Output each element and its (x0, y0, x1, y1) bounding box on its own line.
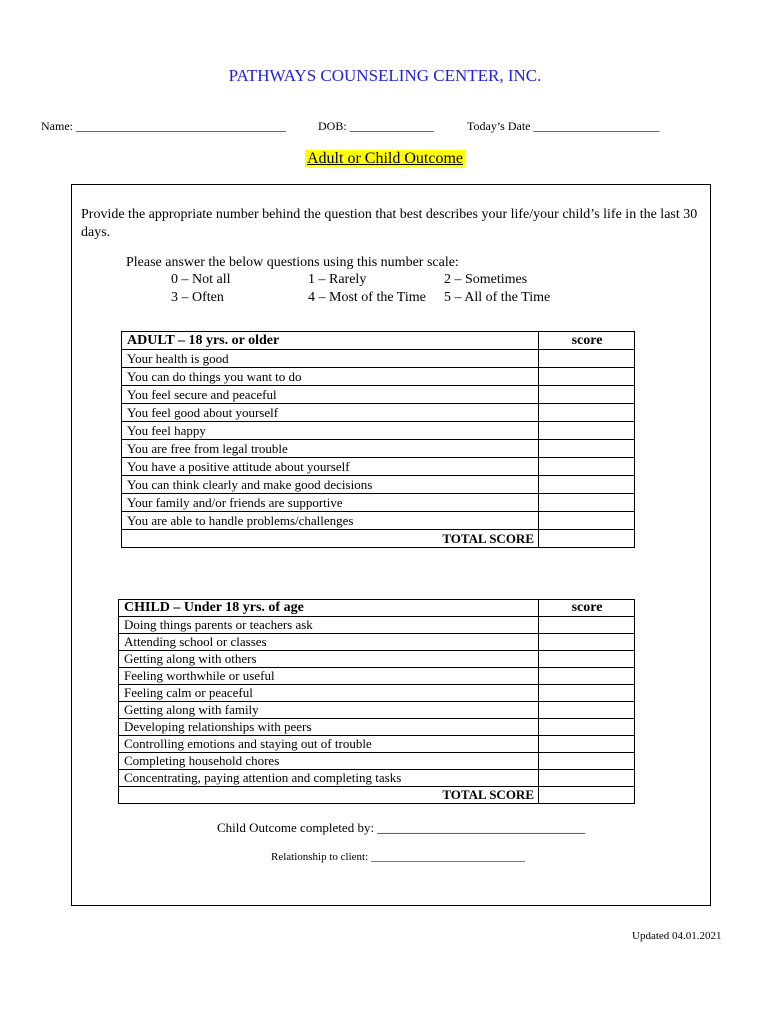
adult-question: You can think clearly and make good decisions (122, 476, 539, 494)
scale-prompt: Please answer the below questions using this number scale: (126, 255, 459, 270)
name-field[interactable]: Name: ___________________________________ (41, 119, 286, 133)
dob-field[interactable]: DOB: ______________ (318, 119, 434, 133)
child-score-cell[interactable] (539, 634, 635, 651)
child-question: Getting along with others (119, 651, 539, 668)
org-title: PATHWAYS COUNSELING CENTER, INC. (228, 66, 542, 85)
adult-question: You have a positive attitude about yourself (122, 458, 539, 476)
adult-table-heading: ADULT – 18 yrs. or older (122, 332, 539, 350)
adult-score-cell[interactable] (539, 350, 635, 368)
adult-question: Your family and/or friends are supportive (122, 494, 539, 512)
child-score-header: score (539, 600, 635, 617)
child-question: Attending school or classes (119, 634, 539, 651)
child-table-heading: CHILD – Under 18 yrs. of age (119, 600, 539, 617)
child-score-cell[interactable] (539, 702, 635, 719)
scale-item-4: 4 – Most of the Time (308, 290, 426, 305)
form-title: Adult or Child Outcome (307, 150, 463, 167)
adult-score-cell[interactable] (539, 476, 635, 494)
scale-item-0: 0 – Not all (171, 272, 231, 287)
adult-total-score-cell[interactable] (539, 530, 635, 548)
child-outcome-table (118, 599, 635, 804)
child-score-cell[interactable] (539, 617, 635, 634)
adult-score-cell[interactable] (539, 422, 635, 440)
adult-question: Your health is good (122, 350, 539, 368)
child-score-cell[interactable] (539, 651, 635, 668)
child-question: Developing relationships with peers (119, 719, 539, 736)
child-question: Doing things parents or teachers ask (119, 617, 539, 634)
completed-by-field[interactable]: Child Outcome completed by: ________________________________ (217, 820, 586, 835)
child-question: Getting along with family (119, 702, 539, 719)
todays-date-field[interactable]: Today’s Date _____________________ (467, 119, 660, 133)
adult-score-cell[interactable] (539, 404, 635, 422)
intro-text: Provide the appropriate number behind the question that best describes your life/your child’s life in the last 30 days. (81, 207, 698, 240)
adult-score-header: score (539, 332, 635, 350)
adult-score-cell[interactable] (539, 494, 635, 512)
child-score-cell[interactable] (539, 770, 635, 787)
adult-outcome-table (121, 331, 635, 548)
child-score-cell[interactable] (539, 753, 635, 770)
child-question: Feeling worthwhile or useful (119, 668, 539, 685)
relationship-field[interactable]: Relationship to client: ____________________________ (271, 851, 525, 863)
adult-score-cell[interactable] (539, 368, 635, 386)
child-total-score-cell[interactable] (539, 787, 635, 804)
child-question: Completing household chores (119, 753, 539, 770)
form-title-wrapper (0, 150, 770, 168)
child-score-cell[interactable] (539, 685, 635, 702)
child-question: Feeling calm or peaceful (119, 685, 539, 702)
scale-item-5: 5 – All of the Time (444, 290, 551, 305)
child-score-cell[interactable] (539, 719, 635, 736)
adult-score-cell[interactable] (539, 386, 635, 404)
adult-total-label: TOTAL SCORE (122, 530, 539, 548)
child-score-cell[interactable] (539, 736, 635, 753)
scale-item-2: 2 – Sometimes (444, 272, 528, 287)
scale-item-1: 1 – Rarely (308, 272, 367, 287)
adult-score-cell[interactable] (539, 512, 635, 530)
child-score-cell[interactable] (539, 668, 635, 685)
adult-score-cell[interactable] (539, 440, 635, 458)
adult-question: You are free from legal trouble (122, 440, 539, 458)
adult-question: You feel good about yourself (122, 404, 539, 422)
child-question: Controlling emotions and staying out of trouble (119, 736, 539, 753)
child-question: Concentrating, paying attention and completing tasks (119, 770, 539, 787)
adult-question: You are able to handle problems/challenges (122, 512, 539, 530)
adult-score-cell[interactable] (539, 458, 635, 476)
updated-date: Updated 04.01.2021 (632, 930, 722, 942)
adult-question: You feel happy (122, 422, 539, 440)
scale-item-3: 3 – Often (171, 290, 224, 305)
adult-question: You feel secure and peaceful (122, 386, 539, 404)
child-total-label: TOTAL SCORE (119, 787, 539, 804)
adult-question: You can do things you want to do (122, 368, 539, 386)
